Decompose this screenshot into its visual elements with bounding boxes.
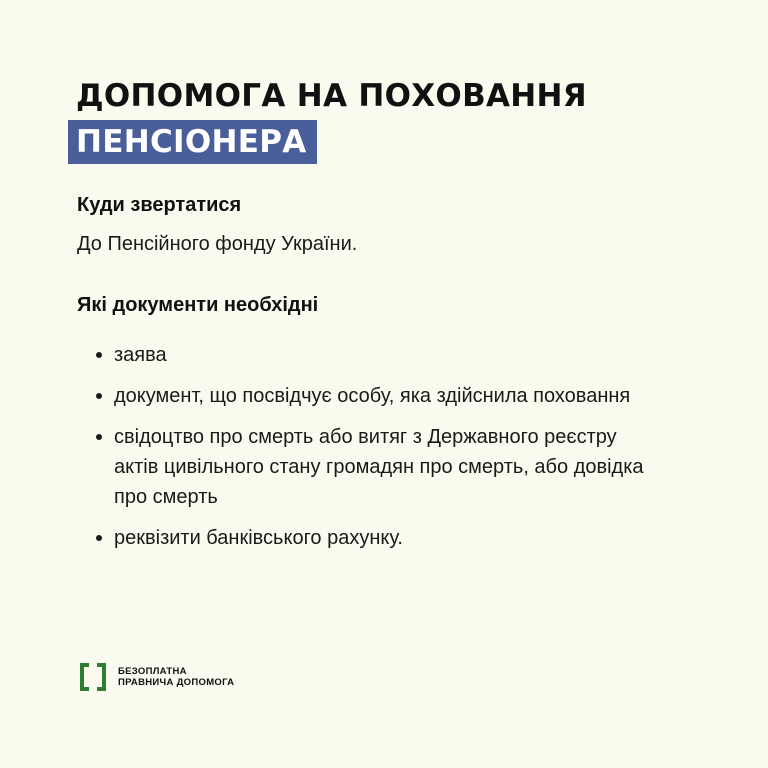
list-item-text: реквізити банківського рахунку. — [114, 527, 403, 549]
legal-aid-logo — [78, 662, 234, 692]
bullet-icon — [96, 434, 102, 440]
documents-list — [96, 340, 656, 564]
page-title: ДОПОМОГА НА ПОХОВАННЯ — [76, 78, 587, 114]
list-item — [96, 422, 656, 512]
where-to-apply-heading: Куди звертатися — [77, 194, 242, 216]
documents-heading: Які документи необхідні — [77, 294, 319, 316]
bullet-icon — [96, 352, 102, 358]
page-title-highlight: ПЕНСІОНЕРА — [68, 120, 317, 164]
bullet-icon — [96, 393, 102, 399]
logo-text-line2: ПРАВНИЧА ДОПОМОГА — [118, 677, 235, 688]
list-item-text: документ, що посвідчує особу, яка здійснила поховання — [114, 385, 631, 407]
list-item-text: заява — [114, 344, 167, 366]
list-item-text: свідоцтво про смерть або витяг з Державного реєстру актів цивільного стану громадян про смерть, або довідка про смерть — [114, 426, 644, 508]
logo-text-line1: БЕЗОПЛАТНА — [118, 666, 187, 677]
list-item — [96, 381, 656, 411]
list-item — [96, 340, 656, 370]
list-item — [96, 523, 656, 553]
green-brackets-icon — [78, 662, 108, 692]
where-to-apply-text: До Пенсійного фонду України. — [77, 233, 358, 255]
bullet-icon — [96, 535, 102, 541]
